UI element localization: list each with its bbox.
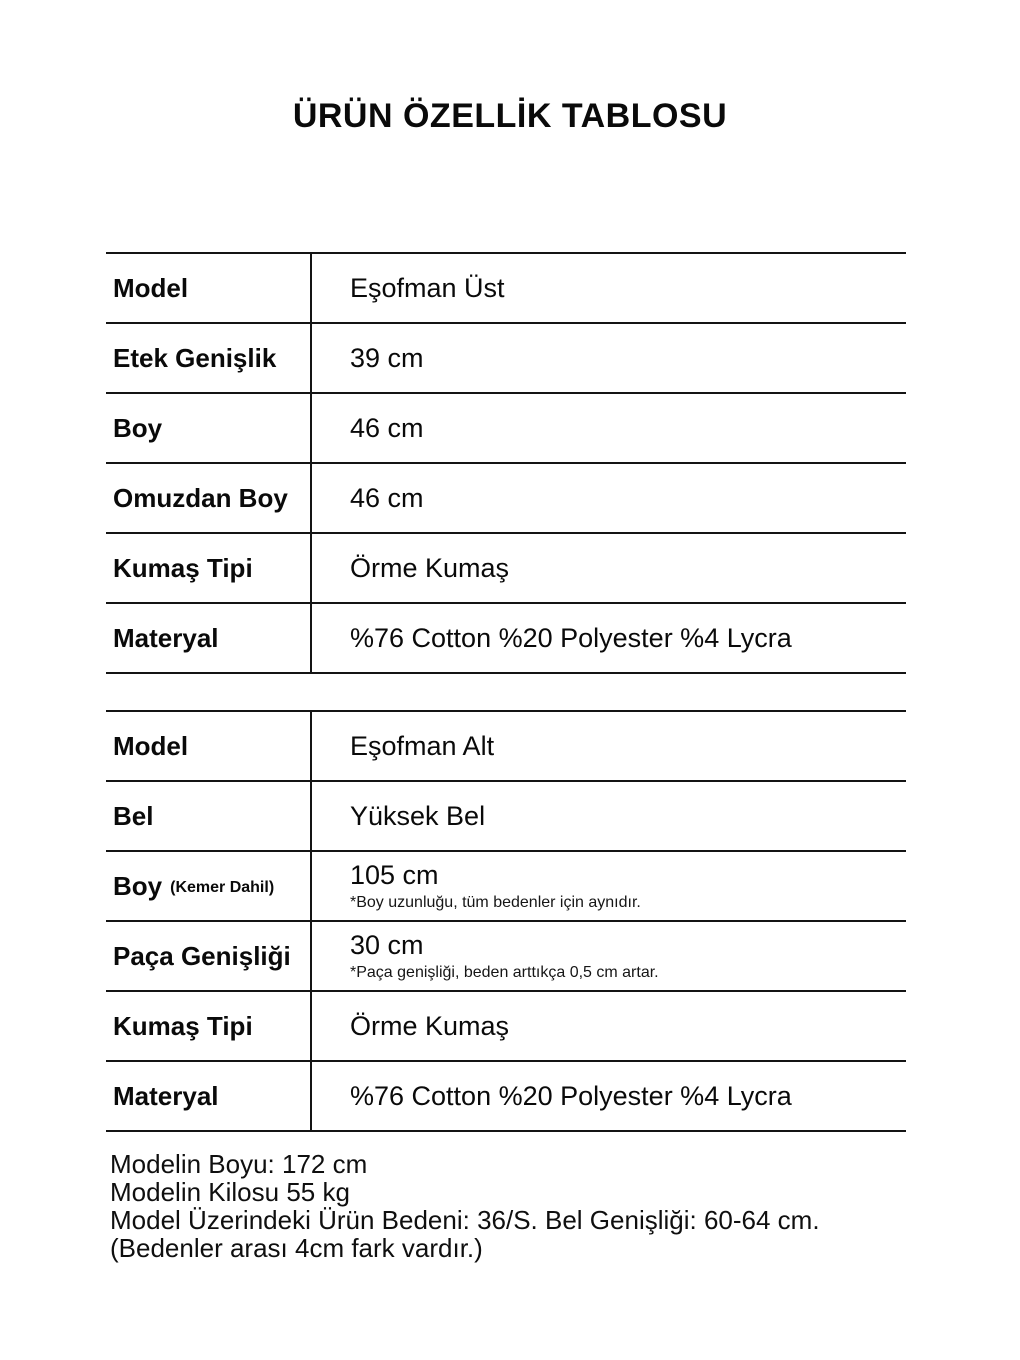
spec-label-text: Kumaş Tipi <box>113 552 253 583</box>
spec-table-upper <box>106 252 906 674</box>
spec-value <box>310 1062 906 1130</box>
spec-label-text: Kumaş Tipi <box>113 1010 253 1041</box>
spec-label <box>106 992 310 1060</box>
spec-label-text: Bel <box>113 800 154 831</box>
spec-value <box>310 922 906 990</box>
table1-row-boy <box>106 394 906 464</box>
spec-value-note: *Paça genişliği, beden arttıkça 0,5 cm artar. <box>350 964 659 981</box>
spec-label <box>106 1062 310 1130</box>
model-info-footer <box>110 1150 905 1262</box>
spec-label <box>106 254 310 322</box>
spec-value-text: 46 cm <box>350 412 424 443</box>
table2-row-materyal <box>106 1062 906 1132</box>
spec-label <box>106 394 310 462</box>
spec-value <box>310 254 906 322</box>
spec-table-lower <box>106 710 906 1132</box>
spec-value-text: %76 Cotton %20 Polyester %4 Lycra <box>350 1080 792 1111</box>
spec-value <box>310 394 906 462</box>
spec-label-text: Materyal <box>113 622 219 653</box>
spec-label-text: Model <box>113 730 189 761</box>
spec-value <box>310 712 906 780</box>
spec-value-text: Örme Kumaş <box>350 552 510 583</box>
page-title: ÜRÜN ÖZELLİK TABLOSU <box>292 97 728 135</box>
spec-value <box>310 464 906 532</box>
table2-row-bel <box>106 782 906 852</box>
spec-label-subtext: (Kemer Dahil) <box>170 879 275 896</box>
spec-value <box>310 534 906 602</box>
spec-label-text: Boy <box>113 412 163 443</box>
spec-value-text: %76 Cotton %20 Polyester %4 Lycra <box>350 622 792 653</box>
spec-label <box>106 534 310 602</box>
spec-label-text: Paça Genişliği <box>113 940 291 971</box>
table2-row-model <box>106 712 906 782</box>
table2-row-paca-genisligi <box>106 922 906 992</box>
table2-row-boy-kemer-dahil <box>106 852 906 922</box>
spec-value <box>310 604 906 672</box>
spec-value-text: 30 cm <box>350 930 424 960</box>
table1-row-etek-genislik <box>106 324 906 394</box>
spec-label-text: Boy <box>113 870 163 901</box>
spec-value-text: Eşofman Üst <box>350 272 505 303</box>
model-weight-line: Modelin Kilosu 55 kg <box>110 1177 350 1207</box>
spec-value <box>310 782 906 850</box>
table1-row-materyal <box>106 604 906 674</box>
spec-label-text: Omuzdan Boy <box>113 482 288 513</box>
spec-label <box>106 782 310 850</box>
spec-label-text: Model <box>113 272 189 303</box>
spec-value-note: *Boy uzunluğu, tüm bedenler için aynıdır. <box>350 894 641 911</box>
spec-label <box>106 922 310 990</box>
table1-row-model <box>106 254 906 324</box>
spec-value-text: Eşofman Alt <box>350 730 495 761</box>
spec-value-text: 105 cm <box>350 860 439 890</box>
spec-value <box>310 992 906 1060</box>
spec-value-text: 39 cm <box>350 342 424 373</box>
spec-value <box>310 852 906 920</box>
table1-row-omuzdan-boy <box>106 464 906 534</box>
spec-value-text: Yüksek Bel <box>350 800 486 831</box>
model-size-line: Model Üzerindeki Ürün Bedeni: 36/S. Bel Genişliği: 60-64 cm. (Bedenler arası 4cm fark vardır.) <box>110 1205 820 1263</box>
table1-row-kumas-tipi <box>106 534 906 604</box>
spec-value <box>310 324 906 392</box>
model-height-line: Modelin Boyu: 172 cm <box>110 1149 368 1179</box>
spec-label <box>106 712 310 780</box>
spec-label-text: Materyal <box>113 1080 219 1111</box>
spec-label <box>106 852 310 920</box>
spec-label <box>106 324 310 392</box>
spec-label-text: Etek Genişlik <box>113 342 277 373</box>
spec-label <box>106 604 310 672</box>
table2-row-kumas-tipi <box>106 992 906 1062</box>
spec-value-text: 46 cm <box>350 482 424 513</box>
spec-label <box>106 464 310 532</box>
spec-value-text: Örme Kumaş <box>350 1010 510 1041</box>
